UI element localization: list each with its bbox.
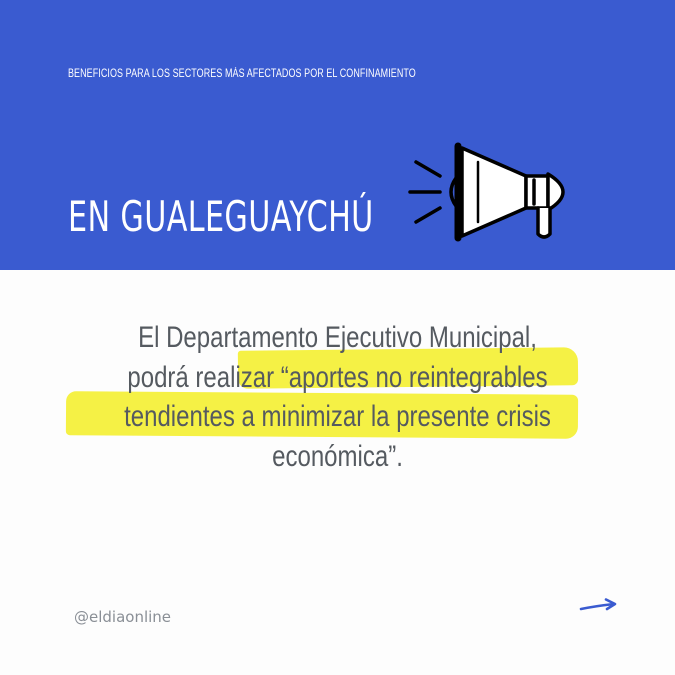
body-line: El Departamento Ejecutivo Municipal, — [138, 321, 537, 354]
arrow-right-icon[interactable] — [578, 598, 620, 614]
body-line: podrá realizar “aportes no reintegrables — [127, 360, 548, 394]
kicker-text: BENEFICIOS PARA LOS SECTORES MÁS AFECTADOS POR EL CONFINAMIENTO — [68, 68, 416, 80]
body-quote — [40, 318, 635, 476]
header-banner — [0, 0, 675, 270]
body-line: tendientes a minimizar la presente crisis — [124, 400, 551, 433]
body-line: económica”. — [272, 439, 403, 473]
social-handle: @eldiaonline — [74, 608, 172, 626]
megaphone-icon — [406, 140, 581, 245]
headline-city: EN GUALEGUAYCHÚ — [68, 192, 374, 241]
